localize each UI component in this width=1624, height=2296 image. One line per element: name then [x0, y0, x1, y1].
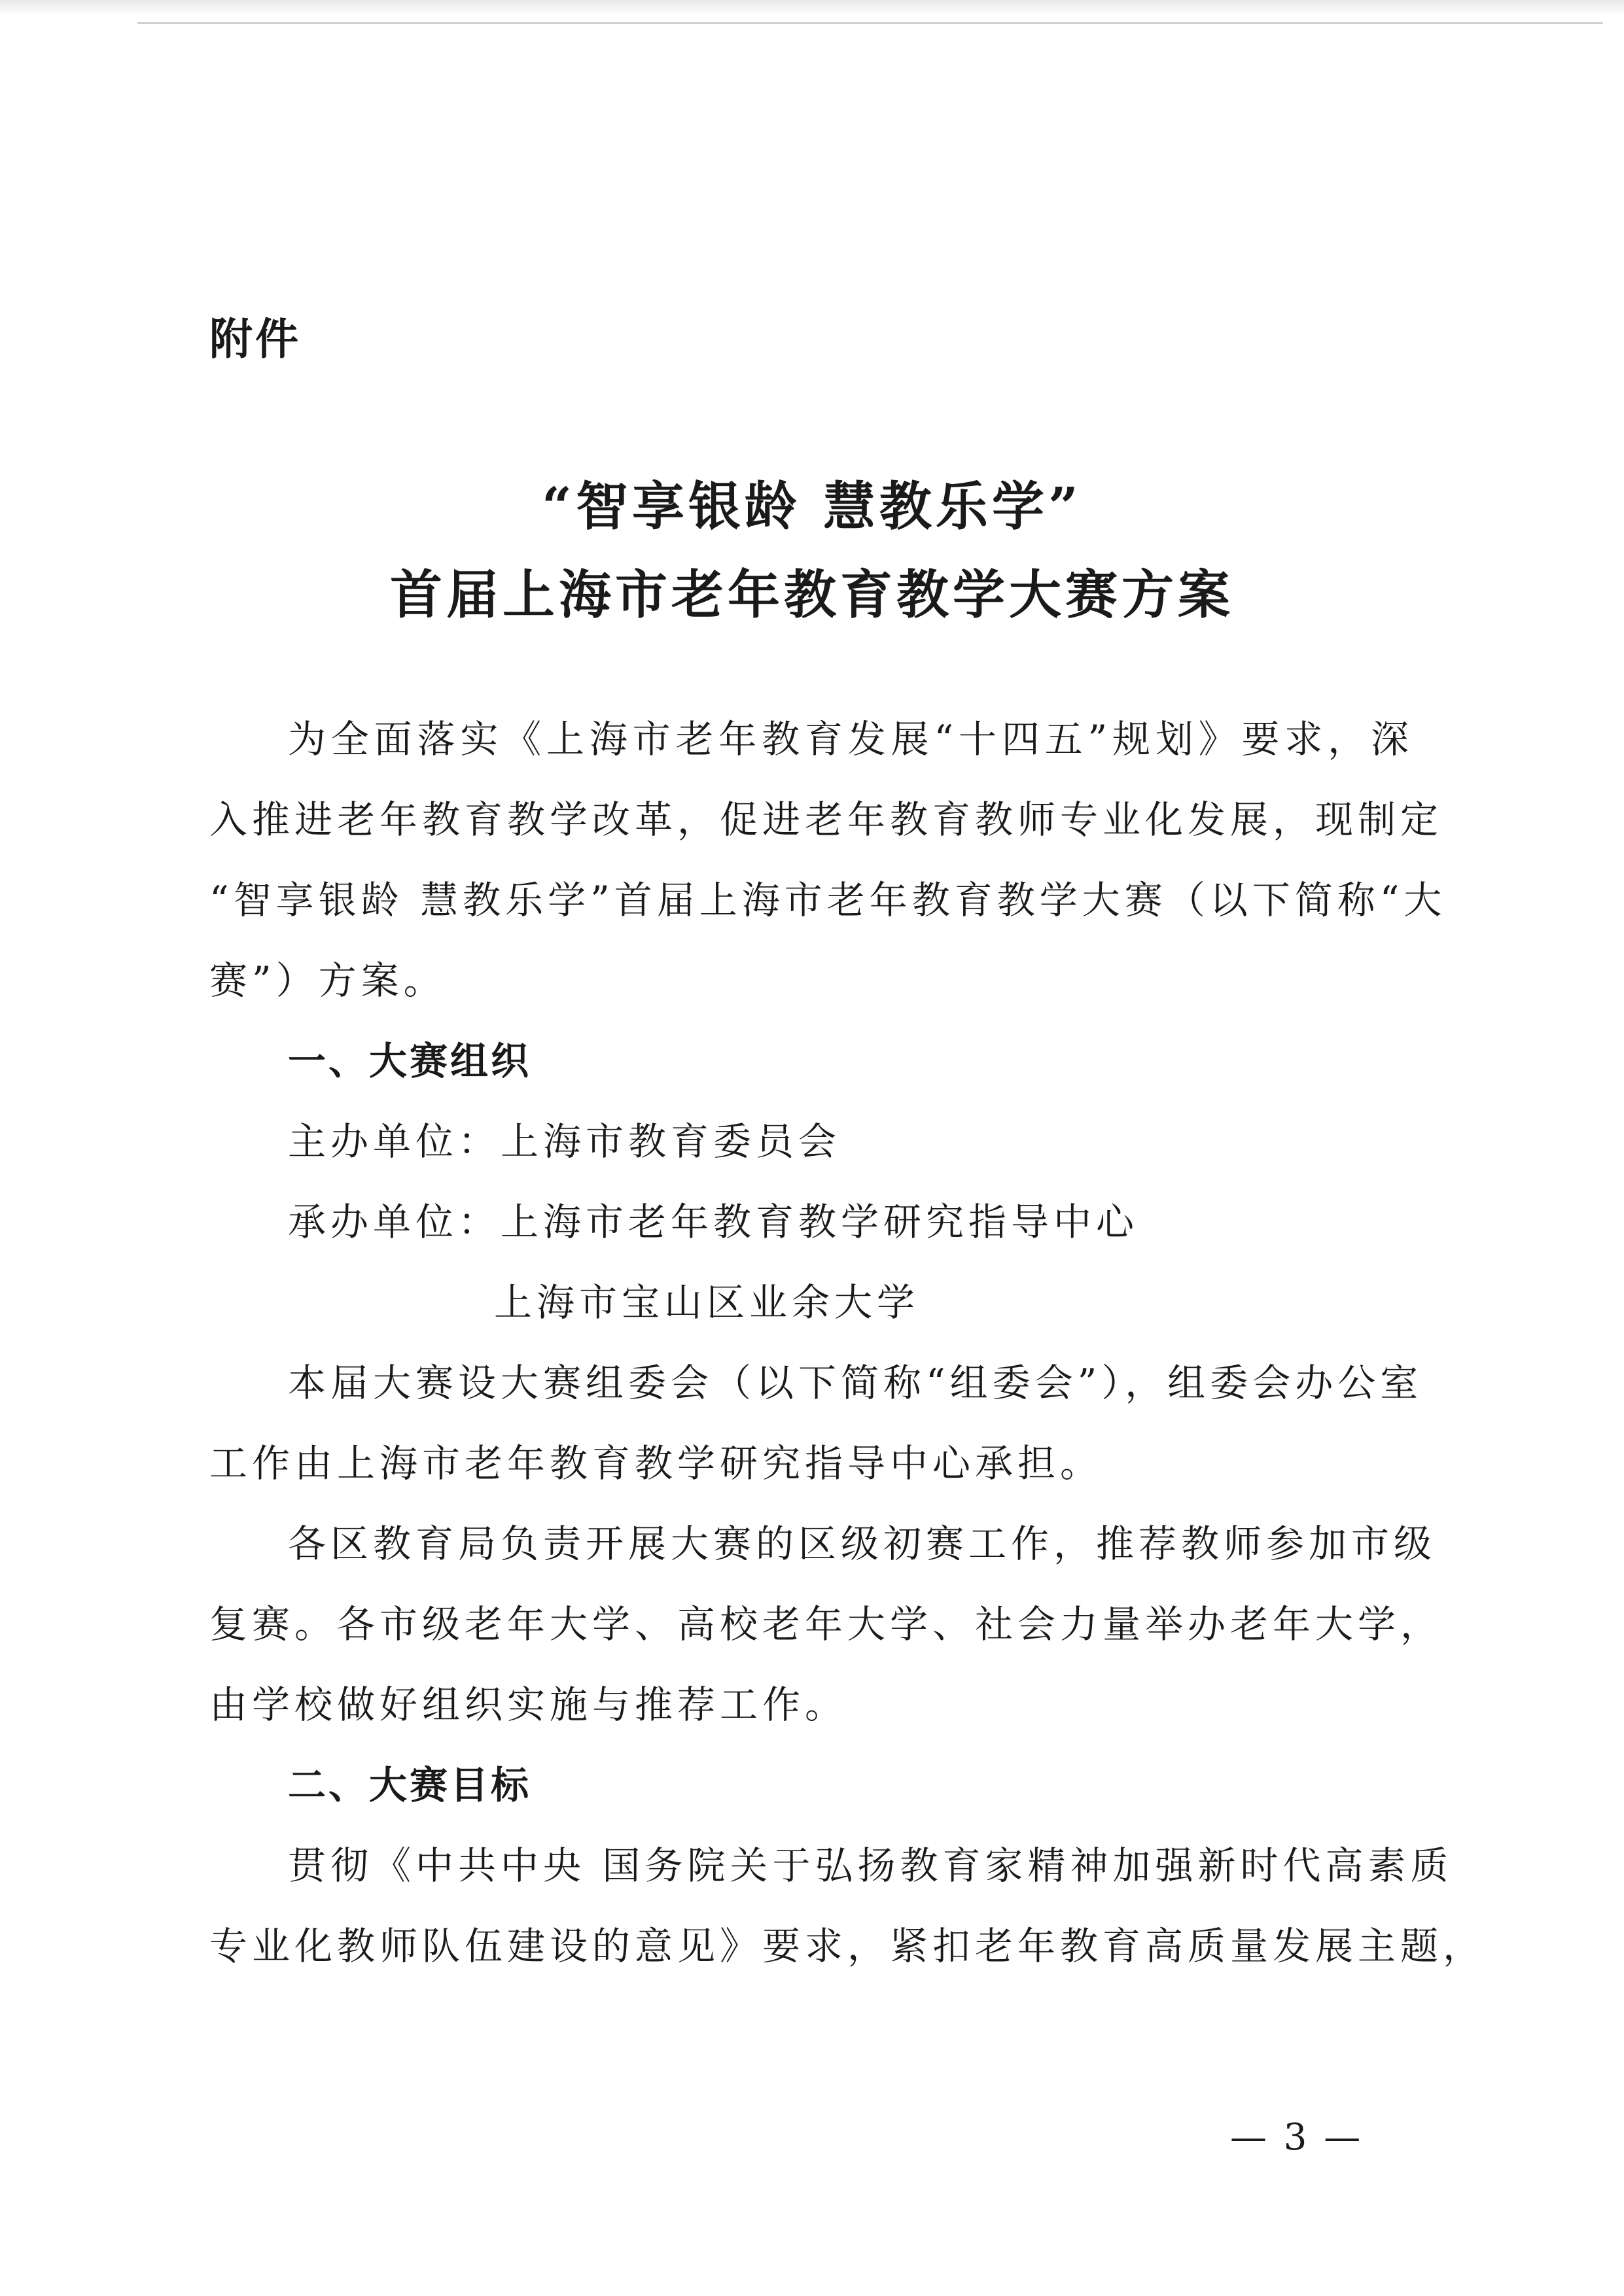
co-organizer-line-2: 上海市宝山区业余大学 [494, 1280, 920, 1325]
document-title-line-2: 首届上海市老年教育教学大赛方案 [390, 564, 1234, 625]
attachment-label: 附件 [209, 314, 301, 364]
paragraph-line: 复赛。各市级老年大学、高校老年大学、社会力量举办老年大学， [209, 1602, 1443, 1646]
section-heading-goals: 二、大赛目标 [288, 1763, 532, 1807]
co-organizer-line: 承办单位：上海市老年教育教学研究指导中心 [288, 1200, 1139, 1244]
paragraph-line: 工作由上海市老年教育教学研究指导中心承担。 [209, 1441, 1103, 1486]
paragraph-line: 贯彻《中共中央 国务院关于弘扬教育家精神加强新时代高素质 [288, 1843, 1453, 1888]
organizer-line: 主办单位：上海市教育委员会 [288, 1119, 841, 1164]
section-heading-organization: 一、大赛组织 [288, 1039, 532, 1083]
paragraph-line: 专业化教师队伍建设的意见》要求，紧扣老年教育高质量发展主题， [209, 1924, 1486, 1968]
paragraph-line: 入推进老年教育教学改革，促进老年教育教师专业化发展，现制定 [209, 797, 1443, 842]
paragraph-line: 由学校做好组织实施与推荐工作。 [209, 1682, 848, 1727]
paragraph-line: “智享银龄 慧教乐学”首届上海市老年教育教学大赛（以下简称“大 [209, 878, 1447, 922]
paragraph-line: 为全面落实《上海市老年教育发展“十四五”规划》要求，深 [288, 717, 1413, 761]
scan-edge [0, 0, 1624, 16]
paragraph-line: 本届大赛设大赛组委会（以下简称“组委会”），组委会办公室 [288, 1361, 1423, 1405]
page-number: — 3 — [1230, 2116, 1364, 2159]
document-title-line-1: “智享银龄 慧教乐学” [542, 476, 1082, 537]
paragraph-line: 各区教育局负责开展大赛的区级初赛工作，推荐教师参加市级 [288, 1522, 1437, 1566]
paragraph-line: 赛”）方案。 [209, 958, 446, 1003]
scan-border-line [137, 22, 1603, 24]
